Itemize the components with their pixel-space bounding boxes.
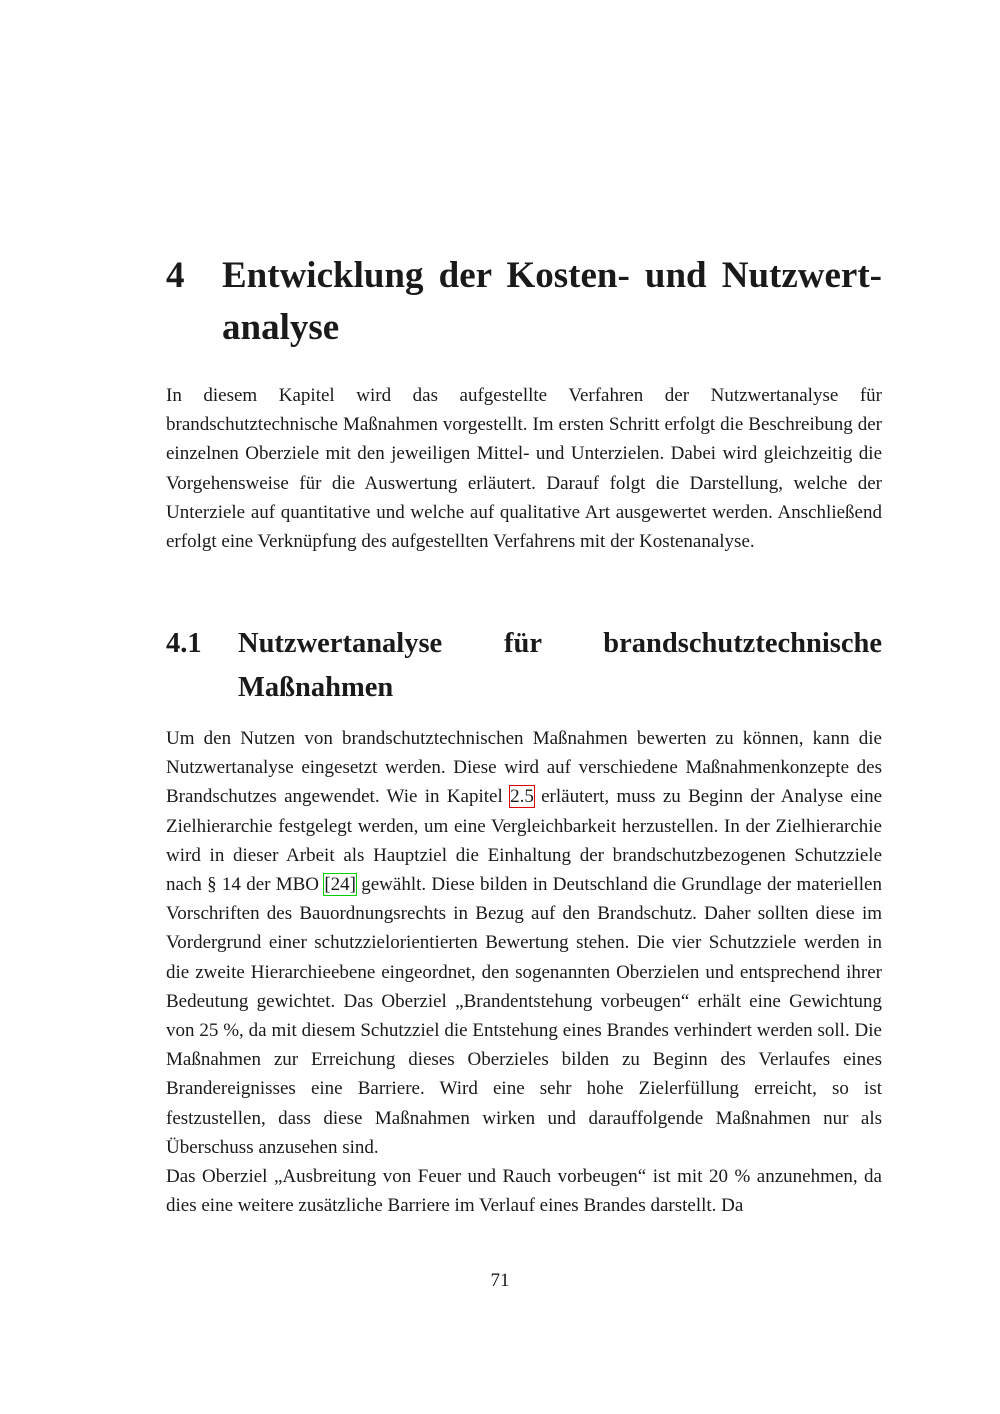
- section-number: 4.1: [166, 628, 202, 659]
- section-body: [166, 724, 882, 1220]
- paragraph-1-part-a: Um den Nutzen von brandschutztechnischen Maßnahmen bewerten zu können, kann die Nutzwertanalyse eingesetzt werden. Diese wird auf verschiedene Maßnahmenkonzepte des Brandschutzes angewendet. Wie in Kapitel: [166, 728, 882, 808]
- paragraph-1-part-c: gewählt. Diese bilden in Deutschland die Grundlage der materiellen Vorschriften des Bauordnungsrechts in Bezug auf den Brandschutz. Daher sollten diese im Vordergrund einer schutzzielorientierten Bewertung stehen. Die vier Schutzziele werden in die zweite Hierarchieebene eingeordnet, den sogenannten Oberzielen und entsprechend ihrer Bedeutung gewichtet. Das Oberziel „Brandentstehung vorbeugen“ erhält eine Gewichtung von 25 %, da mit diesem Schutzziel die Entstehung eines Brandes verhindert werden soll. Die Maßnahmen zur Erreichung dieses Oberzieles bilden zu Beginn des Verlaufes eines Brandereignisses eine Barriere. Wird eine sehr hohe Zielerfüllung erreicht, so ist festzustellen, dass diese Maßnahmen wirken und darauffolgende Maßnahmen nur als Überschuss anzusehen sind.: [166, 874, 882, 1158]
- chapter-heading: [166, 250, 886, 354]
- chapter-intro-paragraph: In diesem Kapitel wird das aufgestellte Verfahren der Nutzwertanalyse für brandschutztechnische Maßnahmen vorgestellt. Im ersten Schritt erfolgt die Beschreibung der einzelnen Oberziele mit den jeweiligen Mittel- und Unterzielen. Dabei wird gleichzeitig die Vorgehensweise für die Auswertung erläutert. Darauf folgt die Darstellung, welche der Unterziele auf quantitative und welche auf qualitative Art ausgewertet werden. Anschließend erfolgt eine Verknüpfung des aufgestellten Verfahrens mit der Kostenanalyse.: [166, 385, 882, 553]
- chapter-reference-link[interactable]: 2.5: [510, 786, 534, 808]
- paragraph-1-part-b: erläutert, muss zu Beginn der Analyse eine Zielhierarchie festgelegt werden, um eine Vergleichbarkeit herzustellen. In der Zielhierarchie wird in dieser Arbeit als Hauptziel die Einhaltung der brandschutzbezogenen Schutzziele nach § 14 der MBO: [166, 786, 882, 896]
- section-title-line-1: Nutzwertanalyse für brandschutztechnische: [238, 628, 882, 659]
- section-title-line-2: Maßnahmen: [238, 672, 394, 703]
- paragraph-2: Das Oberziel „Ausbreitung von Feuer und Rauch vorbeugen“ ist mit 20 % anzunehmen, da dies eine weitere zusätzliche Barriere im Verlauf eines Brandes darstellt. Da: [166, 1166, 882, 1217]
- chapter-number: 4: [166, 255, 185, 296]
- section-heading: [166, 622, 882, 710]
- page-number: 71: [490, 1270, 510, 1291]
- chapter-title: Entwicklung der Kosten- und Nutzwert-analyse: [222, 255, 882, 348]
- citation-link[interactable]: [24]: [324, 874, 356, 896]
